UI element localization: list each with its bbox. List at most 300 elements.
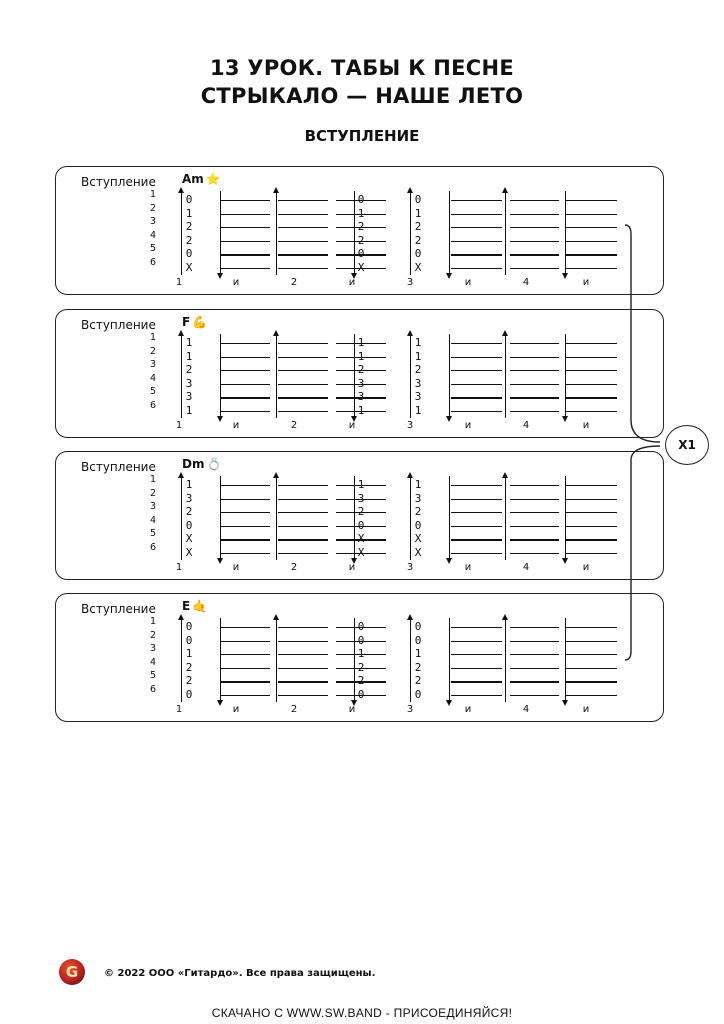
tab-string-line [221,512,270,513]
beat-count: и [348,704,356,715]
fret-number: 3 [357,491,365,505]
fret-number: 0 [357,633,365,647]
fret-number: X [185,546,193,559]
tab-string-line [510,539,559,540]
fret-number: 2 [185,660,193,674]
string-number: 2 [149,345,156,357]
fret-number: 1 [414,478,422,491]
tab-string-line [566,654,617,655]
strum-down-arrow-icon [354,334,355,418]
fret-number: 2 [185,674,193,688]
beat-count: 1 [175,704,183,715]
strum-up-arrow-icon [276,334,277,418]
copyright-text: © 2022 ООО «Гитардо». Все права защищены. [104,968,376,979]
tab-string-line [510,227,559,228]
strum-up-arrow-icon [181,334,182,418]
tab-string-line [566,539,617,540]
tab-string-line [451,411,502,412]
strum-up-arrow-icon [181,191,182,275]
chord-name [182,457,221,471]
tab-string-line [451,485,502,486]
string-number: 2 [149,629,156,641]
beat-count: 4 [522,277,530,288]
fret-number: 1 [414,206,422,220]
chord-emoji-icon: 💍 [206,457,222,471]
tab-string-line [221,627,270,628]
string-number: 1 [149,474,156,485]
beat-count: 3 [406,420,414,431]
block-label: Вступление [81,602,156,616]
fret-number: 1 [414,349,422,363]
chord-emoji-icon: 💪 [192,315,208,329]
string-number: 1 [149,616,156,627]
block-label: Вступление [81,318,156,332]
tab-string-line [221,695,270,696]
fret-number: 0 [414,518,422,532]
tab-block [55,451,664,580]
strum-down-arrow-icon [220,191,221,275]
beat-count: и [232,562,240,573]
chord-name [182,315,207,329]
string-number: 6 [149,542,156,553]
tab-string-line [566,526,617,527]
beat-count: и [348,277,356,288]
string-number: 1 [149,189,156,200]
beat-count: 3 [406,562,414,573]
fret-number: 1 [357,336,365,349]
tab-string-line [510,512,559,513]
tab-string-line [566,200,617,201]
fret-number: 3 [414,390,422,404]
section-title: ВСТУПЛЕНИЕ [304,127,420,145]
strum-up-arrow-icon [410,476,411,560]
fret-number: X [185,532,193,546]
fret-number: 2 [414,660,422,674]
string-number: 4 [149,372,156,384]
strum-up-arrow-icon [505,191,506,275]
tab-string-line [221,681,270,682]
block-label: Вступление [81,175,156,189]
beat-count: 1 [175,562,183,573]
tab-string-line [278,357,328,358]
tab-string-line [278,553,328,554]
tab-block [55,593,664,722]
beat-count: и [232,277,240,288]
tab-string-line [221,526,270,527]
tab-string-line [510,384,559,385]
fret-number: 2 [357,233,365,247]
tab-string-line [510,654,559,655]
tab-string-line [566,254,617,255]
tab-string-line [566,370,617,371]
tab-block [55,166,664,295]
tab-string-line [278,227,328,228]
beat-count: 1 [175,277,183,288]
fret-number: 2 [185,505,193,519]
tab-string-line [451,254,502,255]
tab-string-line [566,485,617,486]
tab-string-line [451,268,502,269]
tab-string-line [566,214,617,215]
fret-number: X [357,261,365,274]
beat-count: и [464,277,472,288]
fret-number: 0 [357,688,365,701]
fret-number: X [357,532,365,546]
tab-string-line [451,654,502,655]
fret-number: X [185,261,193,274]
tab-string-line [278,681,328,682]
chord-emoji-icon: ⭐ [205,172,221,186]
fret-number: 3 [414,491,422,505]
tab-string-line [510,343,559,344]
tab-string-line [451,357,502,358]
beat-count: 2 [290,704,298,715]
string-number: 6 [149,257,156,268]
tab-string-line [278,268,328,269]
chord-name [182,172,221,186]
tab-string-line [451,681,502,682]
strum-down-arrow-icon [220,618,221,702]
string-number: 3 [149,216,156,228]
tab-string-line [221,241,270,242]
fret-number: 2 [414,674,422,688]
string-number: 1 [149,332,156,343]
fret-number: 0 [185,193,193,206]
beat-count: 3 [406,704,414,715]
gitardo-logo: G [59,959,85,985]
chord-label: E [182,599,191,613]
string-number: 6 [149,400,156,411]
fret-number: 2 [357,505,365,519]
beat-count: и [582,277,590,288]
fret-number: 2 [185,363,193,377]
fret-number: 1 [414,404,422,417]
string-number: 3 [149,643,156,655]
tab-string-line [510,641,559,642]
strum-up-arrow-icon [276,191,277,275]
beat-count: 3 [406,277,414,288]
strum-down-arrow-icon [565,476,566,560]
tab-string-line [278,214,328,215]
fret-number: 0 [357,193,365,206]
tab-string-line [221,370,270,371]
fret-number: 1 [357,206,365,220]
fret-number: 3 [357,376,365,390]
tab-string-line [566,641,617,642]
fret-number: 1 [414,647,422,661]
beat-count: 4 [522,704,530,715]
tab-string-line [451,384,502,385]
tab-string-line [566,397,617,398]
tab-string-line [510,681,559,682]
tab-string-line [510,695,559,696]
tab-string-line [566,343,617,344]
tab-string-line [221,668,270,669]
string-number: 2 [149,202,156,214]
chord-name [182,599,207,613]
tab-string-line [278,485,328,486]
tab-string-line [221,397,270,398]
beat-count: и [464,420,472,431]
tab-string-line [278,370,328,371]
tab-string-line [451,397,502,398]
beat-count: и [464,704,472,715]
tab-string-line [510,200,559,201]
strum-down-arrow-icon [354,618,355,702]
download-source-text: СКАЧАНО С WWW.SW.BAND - ПРИСОЕДИНЯЙСЯ! [211,1006,513,1020]
fret-number: 1 [185,404,193,417]
tab-string-line [221,200,270,201]
string-number: 3 [149,501,156,513]
strum-up-arrow-icon [410,191,411,275]
tab-string-line [566,681,617,682]
chord-label: F [182,315,191,329]
chord-emoji-icon: 🤙 [192,599,208,613]
strum-up-arrow-icon [276,618,277,702]
fret-number: 3 [357,390,365,404]
strum-up-arrow-icon [410,334,411,418]
tab-string-line [566,268,617,269]
tab-string-line [510,485,559,486]
strum-down-arrow-icon [354,191,355,275]
tab-string-line [451,370,502,371]
tab-string-line [566,411,617,412]
tab-string-line [510,526,559,527]
string-number: 5 [149,670,156,682]
tab-string-line [221,227,270,228]
tab-string-line [451,343,502,344]
strum-down-arrow-icon [565,334,566,418]
fret-number: 0 [185,633,193,647]
tab-string-line [278,241,328,242]
tab-string-line [566,241,617,242]
tab-string-line [451,641,502,642]
fret-number: 2 [414,233,422,247]
tab-string-line [566,695,617,696]
beat-count: 1 [175,420,183,431]
fret-number: 2 [357,363,365,377]
fret-number: 1 [185,349,193,363]
beat-count: и [348,420,356,431]
tab-string-line [278,512,328,513]
fret-number: 2 [357,220,365,234]
beat-count: 2 [290,420,298,431]
tab-string-line [510,411,559,412]
page-title-line-2: СТРЫКАЛО — НАШЕ ЛЕТО [200,84,524,108]
fret-number: 0 [185,688,193,701]
tab-string-line [278,397,328,398]
beat-count: и [348,562,356,573]
tab-string-line [221,384,270,385]
string-number: 4 [149,514,156,526]
beat-count: и [582,704,590,715]
string-number: 5 [149,386,156,398]
strum-up-arrow-icon [505,618,506,702]
fret-number: 3 [185,376,193,390]
fret-number: 0 [185,620,193,633]
fret-number: 0 [414,247,422,261]
tab-string-line [221,539,270,540]
fret-number: 0 [357,518,365,532]
tab-string-line [510,241,559,242]
fret-number: 0 [414,620,422,633]
fret-number: 2 [414,220,422,234]
string-number: 5 [149,243,156,255]
tab-string-line [566,627,617,628]
fret-number: 1 [185,647,193,661]
tab-string-line [451,553,502,554]
beat-count: 2 [290,562,298,573]
string-number: 4 [149,229,156,241]
tab-string-line [221,553,270,554]
tab-string-line [510,214,559,215]
tab-string-line [566,384,617,385]
tab-string-line [278,539,328,540]
tab-string-line [451,214,502,215]
tab-string-line [221,254,270,255]
strum-down-arrow-icon [354,476,355,560]
tab-string-line [566,512,617,513]
tab-string-line [221,343,270,344]
fret-number: 2 [414,363,422,377]
tab-string-line [510,254,559,255]
beat-count: 4 [522,562,530,573]
tab-string-line [221,268,270,269]
tab-string-line [221,485,270,486]
tab-string-line [221,654,270,655]
tab-string-line [278,654,328,655]
strum-down-arrow-icon [220,476,221,560]
tab-string-line [451,668,502,669]
tab-string-line [510,668,559,669]
tab-string-line [278,627,328,628]
tab-string-line [278,200,328,201]
strum-down-arrow-icon [449,191,450,275]
string-number: 4 [149,656,156,668]
tab-string-line [566,668,617,669]
tab-block [55,309,664,438]
fret-number: 3 [414,376,422,390]
tab-string-line [221,357,270,358]
tab-string-line [278,411,328,412]
fret-number: 3 [185,390,193,404]
strum-down-arrow-icon [220,334,221,418]
beat-count: 4 [522,420,530,431]
fret-number: 1 [185,206,193,220]
strum-down-arrow-icon [449,334,450,418]
tab-string-line [451,539,502,540]
string-number: 3 [149,359,156,371]
strum-down-arrow-icon [449,618,450,702]
beat-count: и [464,562,472,573]
tab-string-line [451,512,502,513]
strum-down-arrow-icon [565,618,566,702]
beat-count: и [582,562,590,573]
fret-number: X [357,546,365,559]
fret-number: 0 [357,620,365,633]
tab-string-line [451,227,502,228]
fret-number: 1 [185,478,193,491]
fret-number: 1 [185,336,193,349]
fret-number: 3 [185,491,193,505]
strum-up-arrow-icon [181,476,182,560]
tab-string-line [451,627,502,628]
tab-string-line [451,200,502,201]
fret-number: 2 [357,674,365,688]
fret-number: 0 [414,193,422,206]
tab-string-line [510,499,559,500]
tab-string-line [510,357,559,358]
strum-up-arrow-icon [181,618,182,702]
tab-string-line [278,254,328,255]
tab-string-line [451,695,502,696]
tab-string-line [566,227,617,228]
fret-number: 0 [414,688,422,701]
fret-number: 0 [185,518,193,532]
tab-string-line [221,411,270,412]
tab-string-line [510,268,559,269]
tab-string-line [278,384,328,385]
tab-string-line [278,343,328,344]
tab-string-line [566,357,617,358]
strum-up-arrow-icon [276,476,277,560]
fret-number: 2 [185,233,193,247]
tab-string-line [510,627,559,628]
strum-down-arrow-icon [449,476,450,560]
fret-number: 1 [357,404,365,417]
tab-string-line [278,499,328,500]
fret-number: 1 [414,336,422,349]
fret-number: 0 [185,247,193,261]
strum-up-arrow-icon [505,476,506,560]
beat-count: и [232,704,240,715]
fret-number: X [414,546,422,559]
string-number: 5 [149,528,156,540]
strum-down-arrow-icon [565,191,566,275]
tab-string-line [278,668,328,669]
chord-label: Am [182,172,204,186]
beat-count: 2 [290,277,298,288]
tab-string-line [278,641,328,642]
fret-number: 0 [357,247,365,261]
fret-number: 1 [357,478,365,491]
block-label: Вступление [81,460,156,474]
tab-string-line [510,370,559,371]
tab-string-line [451,499,502,500]
fret-number: 0 [414,633,422,647]
chord-label: Dm [182,457,205,471]
fret-number: 2 [414,505,422,519]
tab-string-line [451,526,502,527]
tab-string-line [221,214,270,215]
tab-string-line [566,499,617,500]
tab-string-line [451,241,502,242]
beat-count: и [232,420,240,431]
tab-string-line [510,553,559,554]
fret-number: X [414,261,422,274]
tab-string-line [278,526,328,527]
string-number: 6 [149,684,156,695]
page-title [0,54,724,110]
strum-up-arrow-icon [410,618,411,702]
fret-number: 1 [357,647,365,661]
tab-string-line [278,695,328,696]
fret-number: 2 [185,220,193,234]
fret-number: X [414,532,422,546]
page-title-line-1: 13 УРОК. ТАБЫ К ПЕСНЕ [209,56,515,80]
string-number: 2 [149,487,156,499]
tab-string-line [510,397,559,398]
